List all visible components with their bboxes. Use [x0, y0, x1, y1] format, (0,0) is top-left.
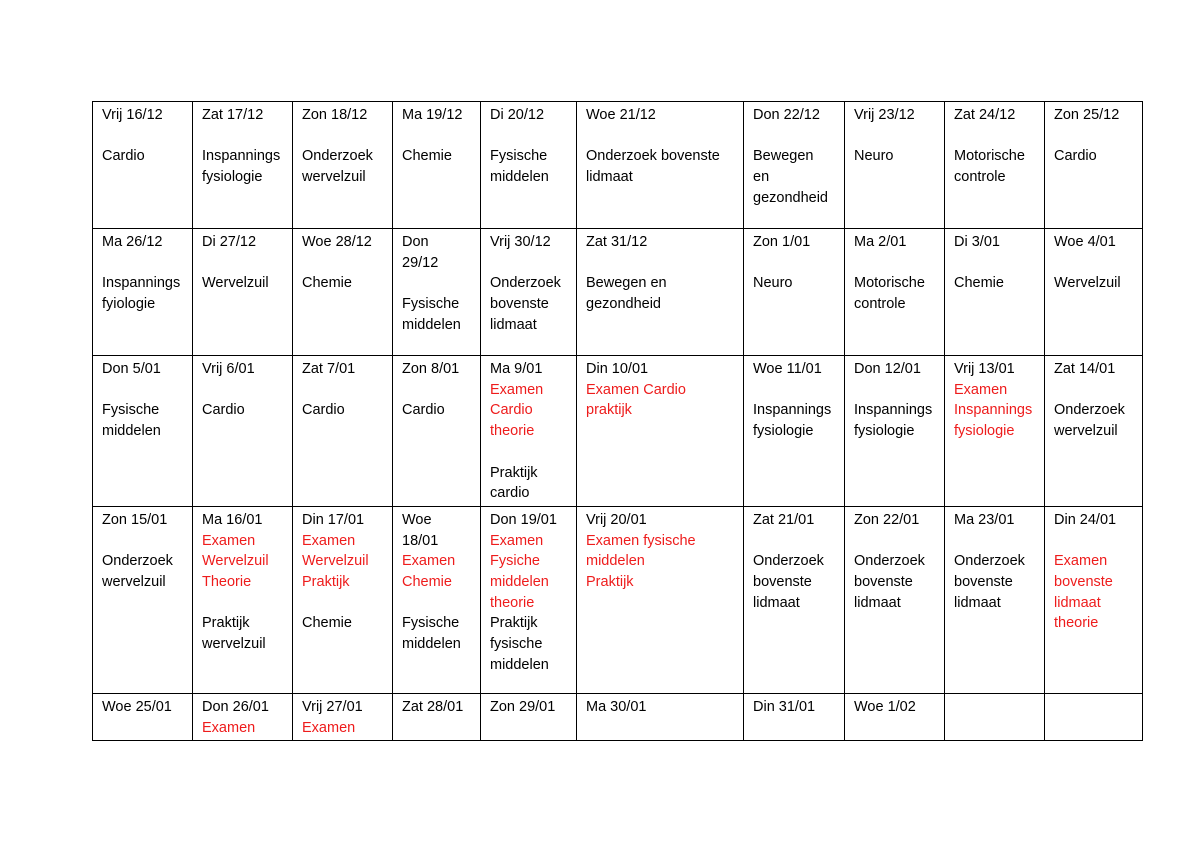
subject-entry: Onderzoek: [490, 275, 561, 292]
subject-entry: 18/01: [402, 532, 439, 549]
spacer-line: [402, 593, 472, 614]
exam-entry: Examen: [402, 553, 456, 570]
exam-entry: lidmaat: [1054, 594, 1101, 611]
day-date: Din 10/01: [586, 361, 649, 377]
exam-entry: Wervelzuil: [202, 553, 269, 570]
exam-entry: Examen: [1054, 553, 1108, 570]
subject-entry: Cardio: [202, 402, 245, 419]
day-date: Ma 26/12: [102, 234, 163, 250]
day-cell: [481, 356, 577, 507]
subject-entry: Onderzoek: [1054, 402, 1125, 419]
subject-entry: wervelzuil: [102, 574, 166, 590]
spacer-line: [402, 380, 472, 401]
exam-entry: fysiologie: [954, 423, 1015, 440]
day-cell: [1045, 693, 1143, 740]
spacer-line: [1054, 531, 1134, 552]
day-cell: [93, 693, 193, 740]
day-cell: [293, 693, 393, 740]
subject-entry: lidmaat: [586, 169, 633, 186]
spacer-line: [402, 273, 472, 294]
subject-entry: middelen: [402, 636, 461, 653]
day-cell: [293, 356, 393, 507]
day-date: Don 26/01: [202, 698, 269, 715]
subject-entry: Wervelzuil: [202, 275, 269, 292]
schedule-row: [93, 102, 1143, 229]
spacer-line: [102, 380, 184, 401]
day-cell: [1045, 506, 1143, 693]
exam-entry: Examen: [490, 381, 544, 398]
subject-entry: Wervelzuil: [1054, 275, 1121, 292]
exam-entry: Examen: [302, 532, 356, 549]
exam-entry: Theorie: [202, 574, 252, 591]
spacer-line: [490, 126, 568, 147]
day-cell: [744, 693, 845, 740]
subject-entry: middelen: [402, 316, 461, 333]
day-date: Don 5/01: [102, 361, 161, 377]
spacer-line: [302, 253, 384, 274]
day-cell: [945, 102, 1045, 229]
day-cell: [845, 693, 945, 740]
spacer-line: [490, 442, 568, 463]
day-cell: [193, 506, 293, 693]
day-date: Vrij 23/12: [854, 107, 915, 123]
spacer-line: [854, 380, 936, 401]
spacer-line: [854, 126, 936, 147]
day-date: Din 31/01: [753, 698, 816, 715]
subject-entry: bovenste: [954, 574, 1013, 590]
subject-entry: fysiologie: [753, 423, 814, 440]
subject-entry: middelen: [490, 656, 549, 673]
exam-entry: Fysiche: [490, 553, 540, 570]
exam-entry: Examen fysische: [586, 532, 696, 549]
spacer-line: [402, 126, 472, 147]
day-date: Woe 11/01: [753, 361, 822, 377]
day-date: Zon 29/01: [490, 698, 556, 715]
day-cell: [945, 506, 1045, 693]
day-date: Zon 22/01: [854, 511, 920, 528]
subject-entry: Chemie: [954, 275, 1004, 292]
subject-entry: Motorische: [954, 148, 1025, 165]
subject-entry: wervelzuil: [302, 169, 366, 186]
day-date: Woe 1/02: [854, 698, 916, 715]
day-cell: [93, 506, 193, 693]
spacer-line: [753, 126, 836, 147]
subject-entry: gezondheid: [753, 189, 828, 206]
exam-entry: theorie: [490, 423, 535, 440]
subject-entry: Chemie: [402, 148, 452, 165]
subject-entry: Inspannings: [102, 275, 181, 292]
day-date: Zat 17/12: [202, 107, 264, 123]
day-date: Ma 16/01: [202, 511, 263, 528]
spacer-line: [753, 253, 836, 274]
spacer-line: [753, 531, 836, 552]
day-date: Di 27/12: [202, 234, 257, 250]
schedule-body: [93, 102, 1143, 741]
spacer-line: [1054, 253, 1134, 274]
day-cell: [945, 356, 1045, 507]
subject-entry: Bewegen en: [586, 275, 667, 292]
day-date: Din 24/01: [1054, 511, 1117, 528]
subject-entry: middelen: [102, 423, 161, 440]
day-date: Zon 25/12: [1054, 107, 1120, 123]
exam-entry: middelen: [490, 574, 549, 591]
subject-entry: Fysische: [102, 402, 160, 419]
spacer-line: [586, 253, 735, 274]
exam-entry: theorie: [1054, 615, 1099, 632]
subject-entry: Motorische: [854, 275, 925, 292]
subject-entry: fysiologie: [202, 169, 263, 186]
day-date: Zat 14/01: [1054, 361, 1116, 377]
day-cell: [393, 102, 481, 229]
exam-entry: Examen: [202, 532, 256, 549]
subject-entry: lidmaat: [854, 594, 901, 611]
day-cell: [193, 102, 293, 229]
day-cell: [393, 229, 481, 356]
exam-entry: bovenste: [1054, 574, 1113, 590]
subject-entry: Praktijk: [490, 464, 538, 481]
day-cell: [744, 102, 845, 229]
study-schedule-table: [92, 101, 1143, 741]
day-cell: [293, 506, 393, 693]
subject-entry: Chemie: [302, 615, 352, 632]
day-date: Di 3/01: [954, 234, 1000, 250]
subject-entry: Inspannings: [854, 402, 933, 419]
day-cell: [93, 229, 193, 356]
subject-entry: controle: [954, 169, 1006, 186]
day-date: Zat 24/12: [954, 107, 1016, 123]
day-date: Di 20/12: [490, 107, 545, 123]
subject-entry: wervelzuil: [1054, 423, 1118, 440]
day-cell: [577, 229, 744, 356]
subject-entry: controle: [854, 296, 906, 313]
day-date: Vrij 16/12: [102, 107, 163, 123]
day-cell: [193, 356, 293, 507]
day-cell: [393, 506, 481, 693]
day-cell: [577, 506, 744, 693]
exam-entry: Examen: [202, 719, 256, 736]
spacer-line: [202, 593, 284, 614]
spacer-line: [854, 253, 936, 274]
day-date: Din 17/01: [302, 511, 365, 528]
exam-entry: Examen: [302, 719, 356, 736]
subject-entry: lidmaat: [490, 316, 537, 333]
spacer-line: [202, 380, 284, 401]
exam-entry: Cardio: [490, 402, 533, 419]
subject-entry: Onderzoek bovenste: [586, 148, 720, 165]
day-cell: [393, 356, 481, 507]
day-date: Zat 7/01: [302, 361, 356, 377]
day-cell: [93, 102, 193, 229]
spacer-line: [102, 126, 184, 147]
subject-entry: Inspannings: [202, 148, 281, 165]
day-date: Ma 23/01: [954, 511, 1015, 528]
day-cell: [1045, 356, 1143, 507]
subject-entry: Onderzoek: [102, 553, 173, 570]
subject-entry: Neuro: [854, 148, 894, 165]
day-date: Vrij 6/01: [202, 361, 255, 377]
spacer-line: [854, 531, 936, 552]
day-date: Zon 1/01: [753, 234, 811, 250]
schedule-row: [93, 506, 1143, 693]
subject-entry: 29/12: [402, 254, 439, 271]
exam-entry: theorie: [490, 594, 535, 611]
subject-entry: bovenste: [854, 574, 913, 590]
subject-entry: bovenste: [490, 296, 549, 313]
day-cell: [481, 102, 577, 229]
subject-entry: Onderzoek: [854, 553, 925, 570]
spacer-line: [1054, 380, 1134, 401]
day-date: Vrij 13/01: [954, 361, 1015, 377]
day-date: Vrij 30/12: [490, 234, 551, 250]
day-cell: [744, 356, 845, 507]
spacer-line: [753, 380, 836, 401]
schedule-row: [93, 356, 1143, 507]
exam-entry: Examen Cardio: [586, 381, 686, 398]
day-date: Woe 25/01: [102, 698, 172, 715]
day-date: Zat 21/01: [753, 511, 815, 528]
day-cell: [293, 229, 393, 356]
day-cell: [93, 356, 193, 507]
subject-entry: fysische: [490, 636, 543, 653]
subject-entry: Neuro: [753, 275, 793, 292]
spacer-line: [954, 126, 1036, 147]
exam-entry: Praktijk: [586, 574, 634, 591]
subject-entry: fyiologie: [102, 296, 156, 313]
day-cell: [845, 356, 945, 507]
day-cell: [845, 229, 945, 356]
subject-entry: bovenste: [753, 574, 812, 590]
spacer-line: [102, 531, 184, 552]
subject-entry: Onderzoek: [753, 553, 824, 570]
day-date: Zat 31/12: [586, 234, 648, 250]
subject-entry: Fysische: [402, 296, 460, 313]
exam-entry: middelen: [586, 553, 645, 570]
day-cell: [744, 229, 845, 356]
day-date: Woe 21/12: [586, 107, 656, 123]
subject-entry: Inspannings: [753, 402, 832, 419]
day-cell: [1045, 102, 1143, 229]
subject-entry: Onderzoek: [954, 553, 1025, 570]
subject-entry: Cardio: [102, 148, 145, 165]
day-date: Woe: [402, 511, 432, 528]
day-cell: [577, 356, 744, 507]
exam-entry: Wervelzuil: [302, 553, 369, 570]
schedule-row: [93, 229, 1143, 356]
spacer-line: [202, 126, 284, 147]
spacer-line: [490, 253, 568, 274]
spacer-line: [954, 531, 1036, 552]
spacer-line: [302, 380, 384, 401]
day-cell: [393, 693, 481, 740]
schedule-row: [93, 693, 1143, 740]
day-date: Don 19/01: [490, 511, 557, 528]
day-cell: [845, 506, 945, 693]
subject-entry: Cardio: [1054, 148, 1097, 165]
day-cell: [1045, 229, 1143, 356]
subject-entry: fysiologie: [854, 423, 915, 440]
subject-entry: Fysische: [402, 615, 460, 632]
day-cell: [481, 506, 577, 693]
spacer-line: [302, 126, 384, 147]
day-cell: [945, 229, 1045, 356]
subject-entry: Fysische: [490, 148, 548, 165]
spacer-line: [586, 126, 735, 147]
subject-entry: Bewegen: [753, 148, 814, 165]
subject-entry: wervelzuil: [202, 636, 266, 653]
day-cell: [744, 506, 845, 693]
day-date: Zon 18/12: [302, 107, 368, 123]
day-date: Woe 28/12: [302, 234, 372, 250]
spacer-line: [202, 253, 284, 274]
day-date: Don: [402, 234, 429, 250]
day-cell: [577, 693, 744, 740]
spacer-line: [102, 253, 184, 274]
day-date: Ma 30/01: [586, 698, 647, 715]
day-cell: [945, 693, 1045, 740]
day-cell: [845, 102, 945, 229]
exam-entry: Inspannings: [954, 402, 1033, 419]
exam-entry: Examen: [954, 381, 1008, 398]
day-date: Zon 15/01: [102, 511, 168, 528]
subject-entry: Onderzoek: [302, 148, 373, 165]
exam-entry: Examen: [490, 532, 544, 549]
subject-entry: Cardio: [302, 402, 345, 419]
day-date: Vrij 20/01: [586, 511, 647, 528]
day-cell: [481, 693, 577, 740]
day-date: Ma 9/01: [490, 361, 543, 377]
subject-entry: en: [753, 169, 770, 186]
day-date: Don 12/01: [854, 361, 921, 377]
spacer-line: [954, 253, 1036, 274]
day-cell: [293, 102, 393, 229]
subject-entry: Chemie: [302, 275, 352, 292]
exam-entry: Chemie: [402, 574, 452, 591]
exam-entry: praktijk: [586, 402, 632, 419]
day-cell: [193, 229, 293, 356]
day-date: Ma 19/12: [402, 107, 463, 123]
spacer-line: [1054, 126, 1134, 147]
day-cell: [193, 693, 293, 740]
day-date: Zat 28/01: [402, 698, 464, 715]
subject-entry: middelen: [490, 169, 549, 186]
subject-entry: Praktijk: [490, 615, 538, 632]
exam-entry: Praktijk: [302, 574, 350, 591]
day-date: Zon 8/01: [402, 361, 460, 377]
subject-entry: lidmaat: [954, 594, 1001, 611]
subject-entry: Cardio: [402, 402, 445, 419]
subject-entry: Praktijk: [202, 615, 250, 632]
day-date: Don 22/12: [753, 107, 820, 123]
subject-entry: lidmaat: [753, 594, 800, 611]
day-date: Woe 4/01: [1054, 234, 1116, 250]
spacer-line: [302, 593, 384, 614]
day-date: Ma 2/01: [854, 234, 907, 250]
day-cell: [481, 229, 577, 356]
day-cell: [577, 102, 744, 229]
day-date: Vrij 27/01: [302, 698, 363, 715]
subject-entry: gezondheid: [586, 296, 661, 313]
subject-entry: cardio: [490, 485, 530, 502]
